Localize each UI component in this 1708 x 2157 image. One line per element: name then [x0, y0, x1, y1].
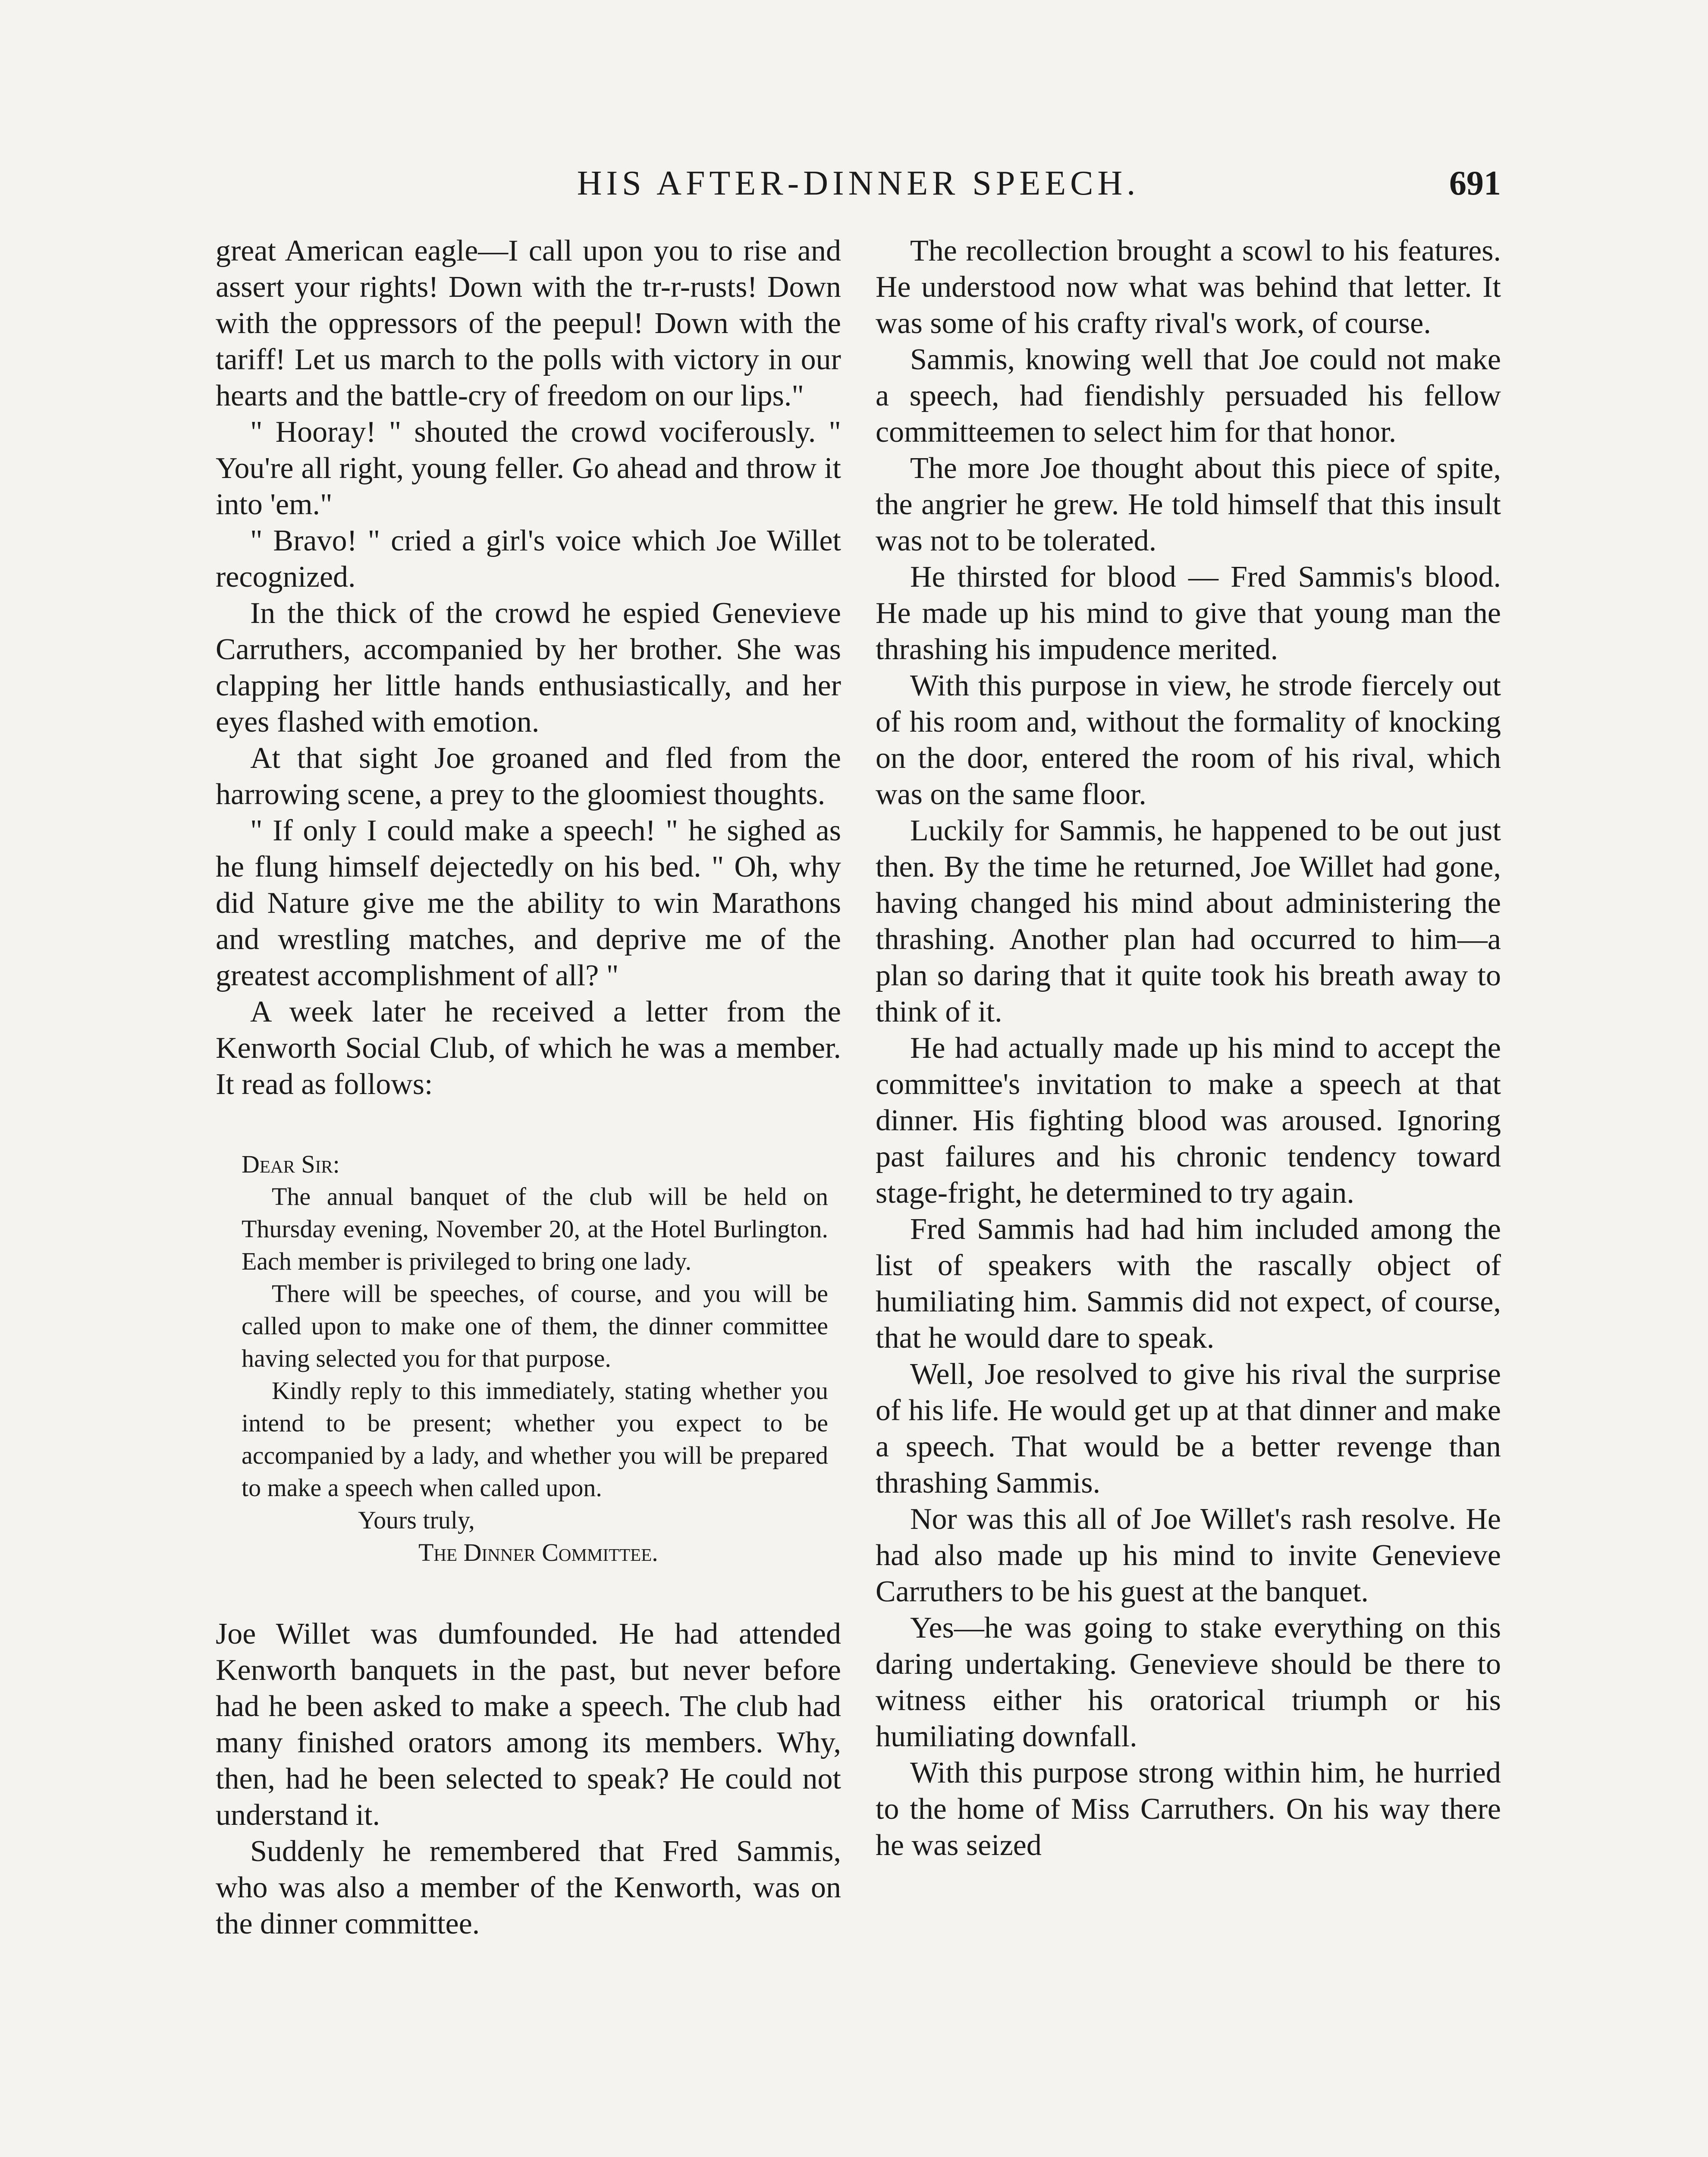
paragraph: He had actually made up his mind to accept the committee's invitation to make a speech at that dinner. His fighting blood was aroused. Ignoring past failures and his chronic tendency toward stage-fright, he determined to try again.	[876, 1031, 1501, 1210]
paragraph: He thirsted for blood — Fred Sammis's blood. He made up his mind to give that young man the thrashing his impudence merited.	[876, 560, 1501, 666]
paragraph: At that sight Joe groaned and fled from the harrowing scene, a prey to the gloomiest thoughts.	[216, 742, 841, 811]
paragraph: With this purpose in view, he strode fiercely out of his room and, without the formality of knocking on the door, entered the room of his rival, which was on the same floor.	[876, 669, 1501, 811]
paragraph: Nor was this all of Joe Willet's rash resolve. He had also made up his mind to invite Genevieve Carruthers to be his guest at the banquet.	[876, 1503, 1501, 1608]
paragraph: The more Joe thought about this piece of spite, the angrier he grew. He told himself that this insult was not to be tolerated.	[876, 452, 1501, 557]
left-column	[216, 233, 841, 1942]
running-header	[216, 160, 1501, 207]
paragraph: The recollection brought a scowl to his features. He understood now what was behind that letter. It was some of his crafty rival's work, of course.	[876, 234, 1501, 340]
paragraph: Sammis, knowing well that Joe could not make a speech, had fiendishly persuaded his fellow committeemen to select him for that honor.	[876, 343, 1501, 449]
paragraph: " Hooray! " shouted the crowd vociferously. " You're all right, young feller. Go ahead and throw it into 'em."	[216, 415, 841, 521]
paragraph: Fred Sammis had had him included among the list of speakers with the rascally object of humiliating him. Sammis did not expect, of course, that he would dare to speak.	[876, 1213, 1501, 1355]
letter-paragraph: There will be speeches, of course, and you will be called upon to make one of them, the dinner committee having selected you for that purpose.	[242, 1280, 828, 1372]
page-number: 691	[1449, 164, 1501, 202]
paragraph: Well, Joe resolved to give his rival the surprise of his life. He would get up at that dinner and make a speech. That would be a better revenge than thrashing Sammis.	[876, 1358, 1501, 1500]
paragraph: " If only I could make a speech! " he sighed as he flung himself dejectedly on his bed. " Oh, why did Nature give me the ability to win Marathons and wrestling matches, and deprive me of the greatest accomplishment of all? "	[216, 814, 841, 992]
paragraph: Luckily for Sammis, he happened to be out just then. By the time he returned, Joe Willet had gone, having changed his mind about administering the thrashing. Another plan had occurred to him—a plan so daring that it quite took his breath away to think of it.	[876, 814, 1501, 1028]
committee-letter	[242, 1148, 828, 1569]
paragraph: In the thick of the crowd he espied Genevieve Carruthers, accompanied by her brother. She was clapping her little hands enthusiastically, and her eyes flashed with emotion.	[216, 597, 841, 739]
letter-paragraph: Kindly reply to this immediately, stating whether you intend to be present; whether you expect to be accompanied by a lady, and whether you will be prepared to make a speech when called upon.	[242, 1377, 828, 1502]
letter-closing: Yours truly,	[358, 1506, 475, 1534]
letter-paragraph: The annual banquet of the club will be held on Thursday evening, November 20, at the Hotel Burlington. Each member is privileged to bring one lady.	[242, 1182, 828, 1275]
paragraph: A week later he received a letter from the Kenworth Social Club, of which he was a member. It read as follows:	[216, 995, 841, 1101]
paragraph: With this purpose strong within him, he hurried to the home of Miss Carruthers. On his way there he was seized	[876, 1756, 1501, 1862]
right-column	[876, 233, 1501, 1864]
paragraph: great American eagle—I call upon you to rise and assert your rights! Down with the tr-r-rusts! Down with the oppressors of the peepul! Down with the tariff! Let us march to the polls with victory in our hearts and the battle-cry of freedom on our lips."	[216, 234, 841, 412]
letter-salutation: Dear Sir:	[242, 1150, 340, 1178]
paragraph: Suddenly he remembered that Fred Sammis, who was also a member of the Kenworth, was on the dinner committee.	[216, 1835, 841, 1940]
letter-signature: The Dinner Committee.	[418, 1538, 658, 1566]
paragraph: Joe Willet was dumfounded. He had attended Kenworth banquets in the past, but never before had he been asked to make a speech. The club had many finished orators among its members. Why, then, had he been selected to speak? He could not understand it.	[216, 1617, 841, 1832]
paragraph: " Bravo! " cried a girl's voice which Joe Willet recognized.	[216, 524, 841, 594]
running-title: HIS AFTER-DINNER SPEECH.	[577, 164, 1140, 202]
paragraph: Yes—he was going to stake everything on this daring undertaking. Genevieve should be there to witness either his oratorical triumph or his humiliating downfall.	[876, 1611, 1501, 1753]
